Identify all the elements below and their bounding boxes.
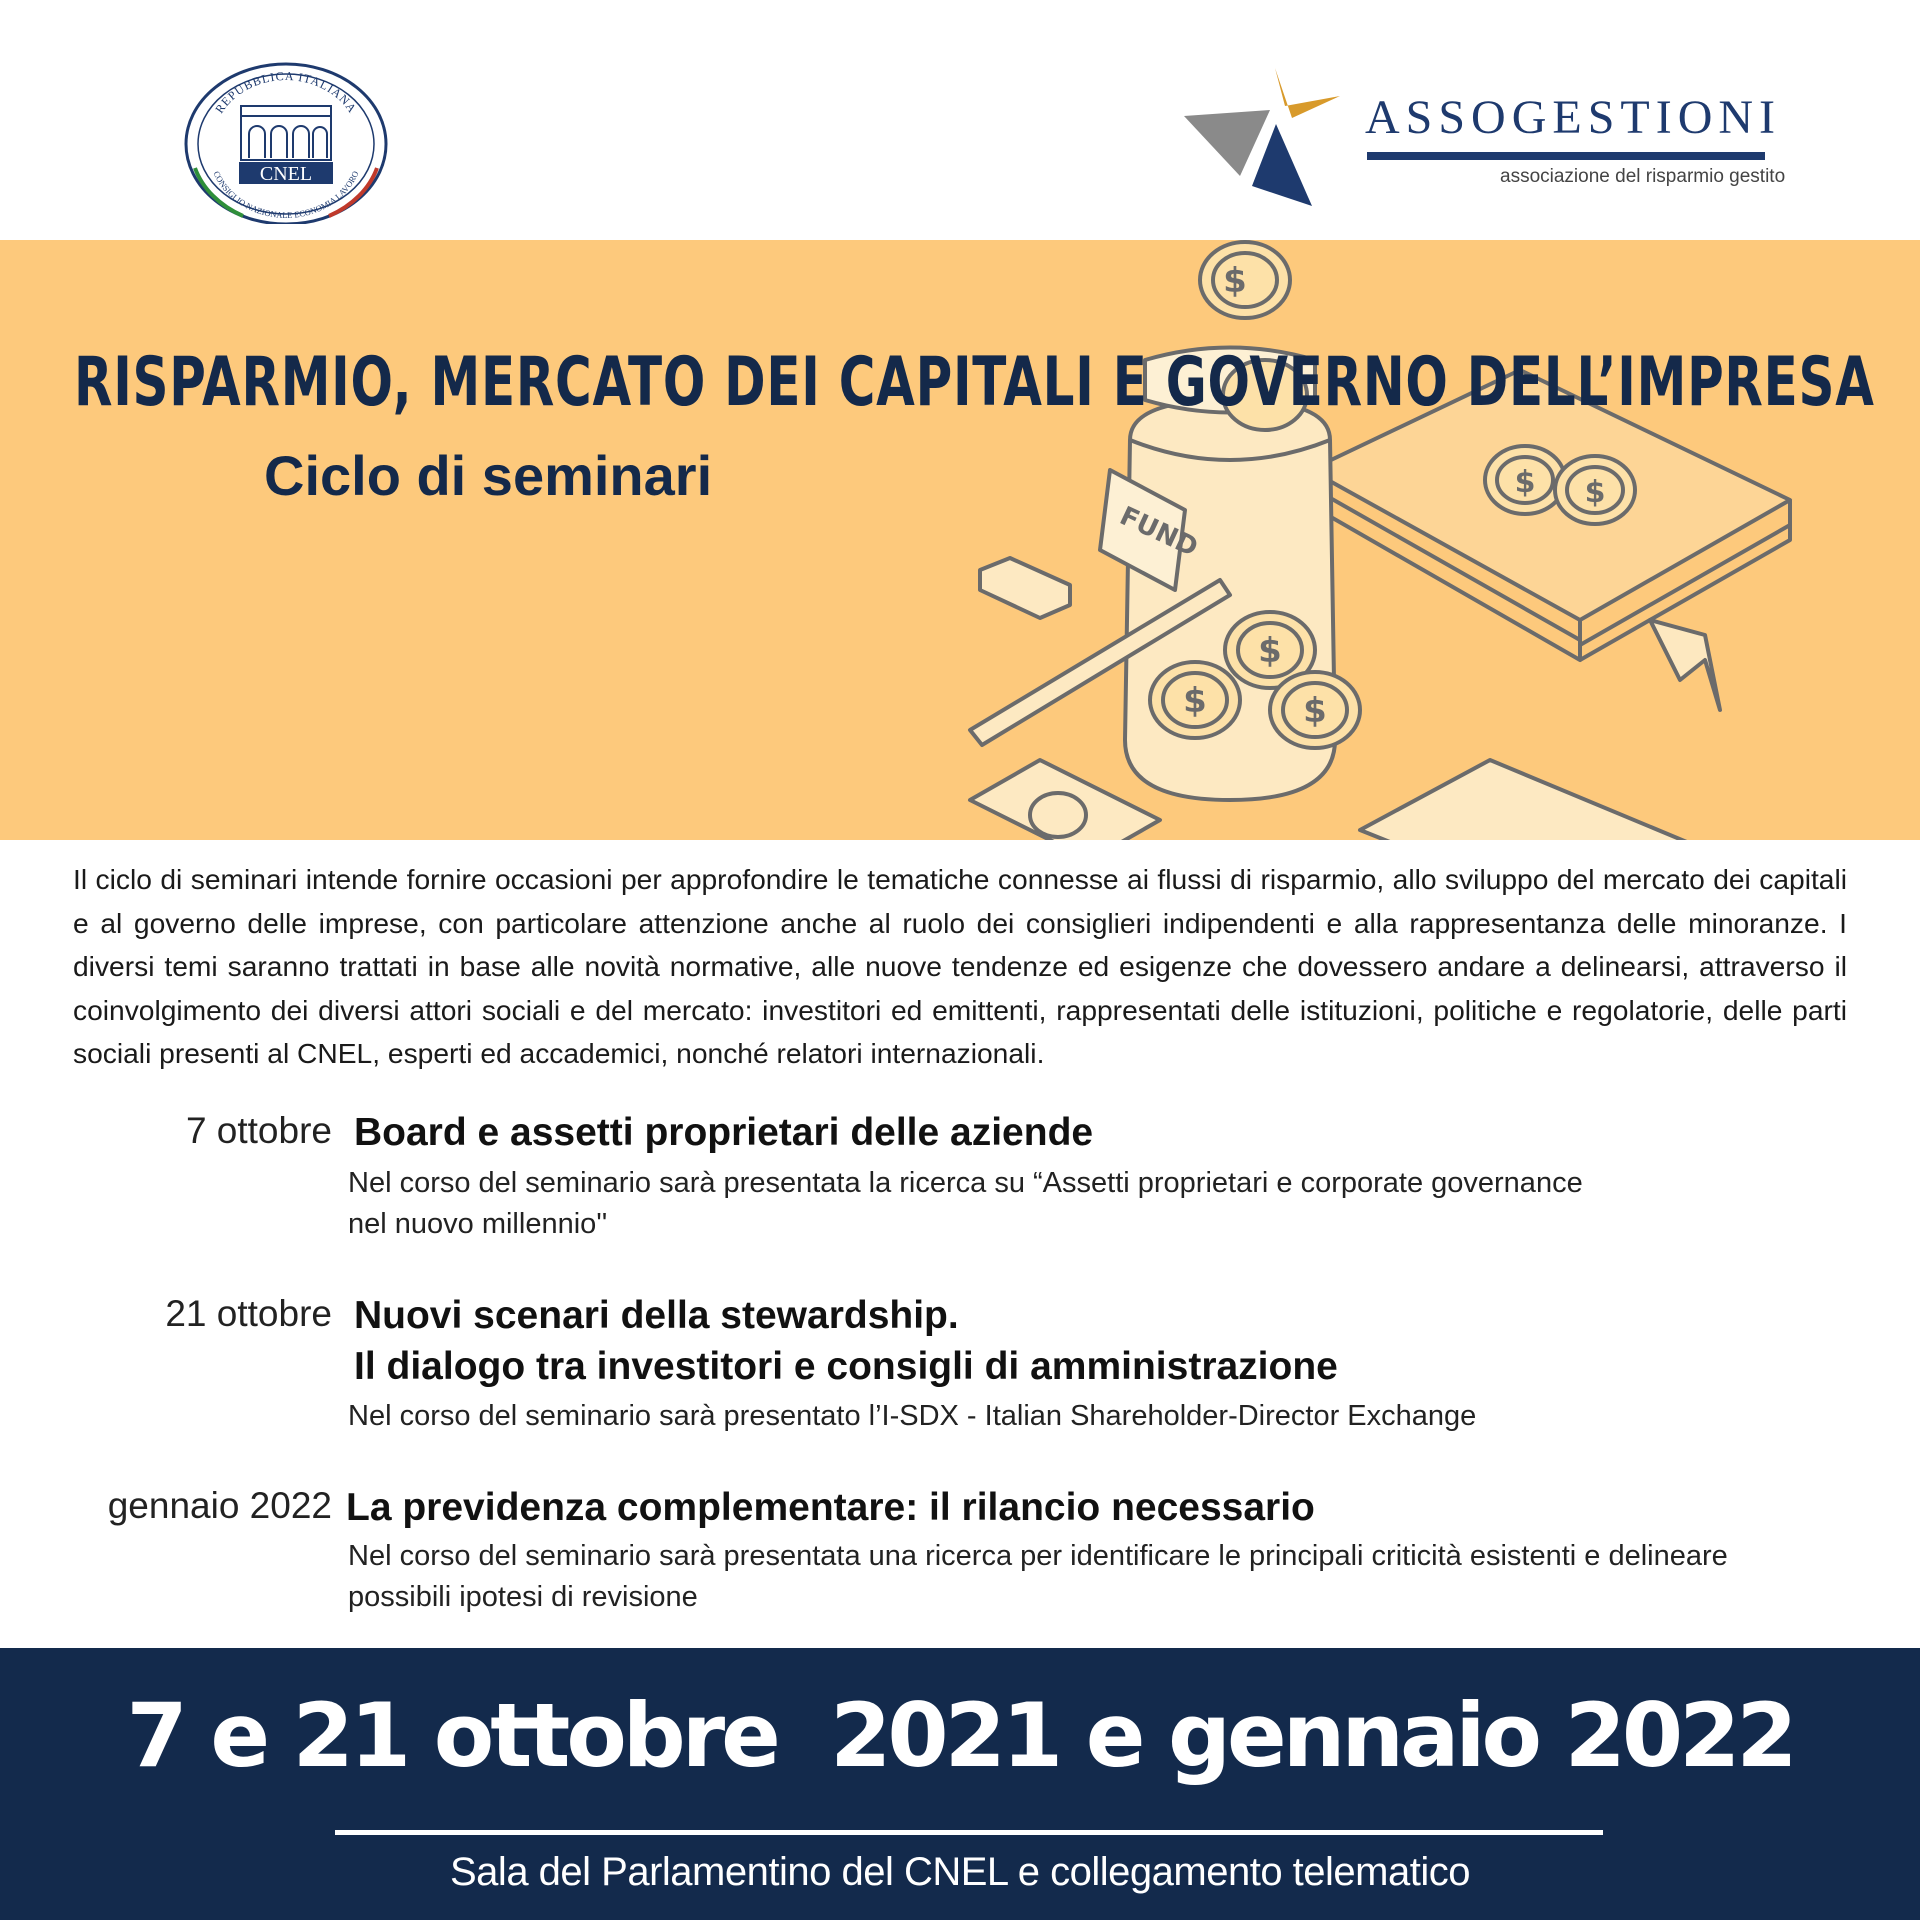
seminar-title: Board e assetti proprietari delle aziende xyxy=(354,1111,1094,1154)
seminar-title: La previdenza complementare: il rilancio necessario xyxy=(346,1486,1315,1529)
cnel-logo xyxy=(183,58,389,224)
cnel-badge: CNEL xyxy=(259,163,313,185)
assogestioni-star-icon xyxy=(1180,66,1350,216)
seminar-description-line: possibili ipotesi di revisione xyxy=(348,1581,698,1613)
event-dates: 7 e 21 ottobre 2021 e gennaio 2022 xyxy=(126,1684,1794,1787)
fund-tag-label: FUND xyxy=(1115,501,1203,564)
seminar-title-line: Nuovi scenari della stewardship. xyxy=(354,1294,959,1337)
seminar-description-line: nel nuovo millennio'' xyxy=(348,1208,608,1240)
savings-jar-coins-illustration xyxy=(930,240,1920,840)
cnel-bottom-text: CONSIGLIO NAZIONALE ECONOMIA LAVORO xyxy=(211,169,361,221)
seminar-date: 7 ottobre xyxy=(185,1110,332,1151)
page-subtitle: Ciclo di seminari xyxy=(264,444,713,507)
cnel-seal-icon xyxy=(183,58,389,224)
page-title: RISPARMIO, MERCATO DEI CAPITALI E GOVERNO DELL’IMPRESA xyxy=(74,343,1875,422)
assogestioni-underline xyxy=(1367,152,1765,160)
seminar-date: gennaio 2022 xyxy=(107,1485,332,1526)
svg-text:$: $ xyxy=(1183,681,1207,721)
seminar-description-line: Nel corso del seminario sarà presentata una ricerca per identificare le principali criticità esistenti e delineare xyxy=(348,1540,1728,1572)
cnel-top-text: REPUBBLICA ITALIANA xyxy=(212,68,360,116)
hero-banner xyxy=(0,240,1920,840)
seminar-title-line: Il dialogo tra investitori e consigli di amministrazione xyxy=(354,1345,1338,1388)
seminar-description: Nel corso del seminario sarà presentato l’I-SDX - Italian Shareholder-Director Exchange xyxy=(348,1400,1477,1432)
event-venue: Sala del Parlamentino del CNEL e collegamento telematico xyxy=(450,1850,1470,1894)
svg-text:$: $ xyxy=(1223,261,1247,301)
svg-text:$: $ xyxy=(1584,475,1606,510)
seminar-description-line: Nel corso del seminario sarà presentata la ricerca su “Assetti proprietari e corporate governance xyxy=(348,1167,1583,1199)
footer-band xyxy=(0,1648,1920,1920)
assogestioni-name: ASSOGESTIONI xyxy=(1365,91,1782,144)
svg-text:$: $ xyxy=(1514,465,1536,500)
svg-text:$: $ xyxy=(1258,631,1282,671)
seminar-date: 21 ottobre xyxy=(165,1293,332,1334)
footer-divider xyxy=(335,1830,1603,1835)
svg-text:$: $ xyxy=(1303,691,1327,731)
intro-paragraph: Il ciclo di seminari intende fornire occasioni per approfondire le tematiche connesse ai flussi di risparmio, allo sviluppo del mercato dei capitali e al governo delle imprese, con particolare attenzione anche al ruolo dei consiglieri indipendenti e alla rappresentanza delle minoranze. I diversi temi saranno trattati in base alle novità normative, alle nuove tendenze ed esigenze che dovessero andare a delinearsi, attraverso il coinvolgimento dei diversi attori sociali e del mercato: investitori ed emittenti, rappresentati delle istituzioni, politiche e regolatorie, delle parti sociali presenti al CNEL, esperti ed accademici, nonché relatori internazionali. xyxy=(73,863,1847,1069)
assogestioni-tagline: associazione del risparmio gestito xyxy=(1500,166,1786,187)
assogestioni-logo xyxy=(1180,66,1786,216)
